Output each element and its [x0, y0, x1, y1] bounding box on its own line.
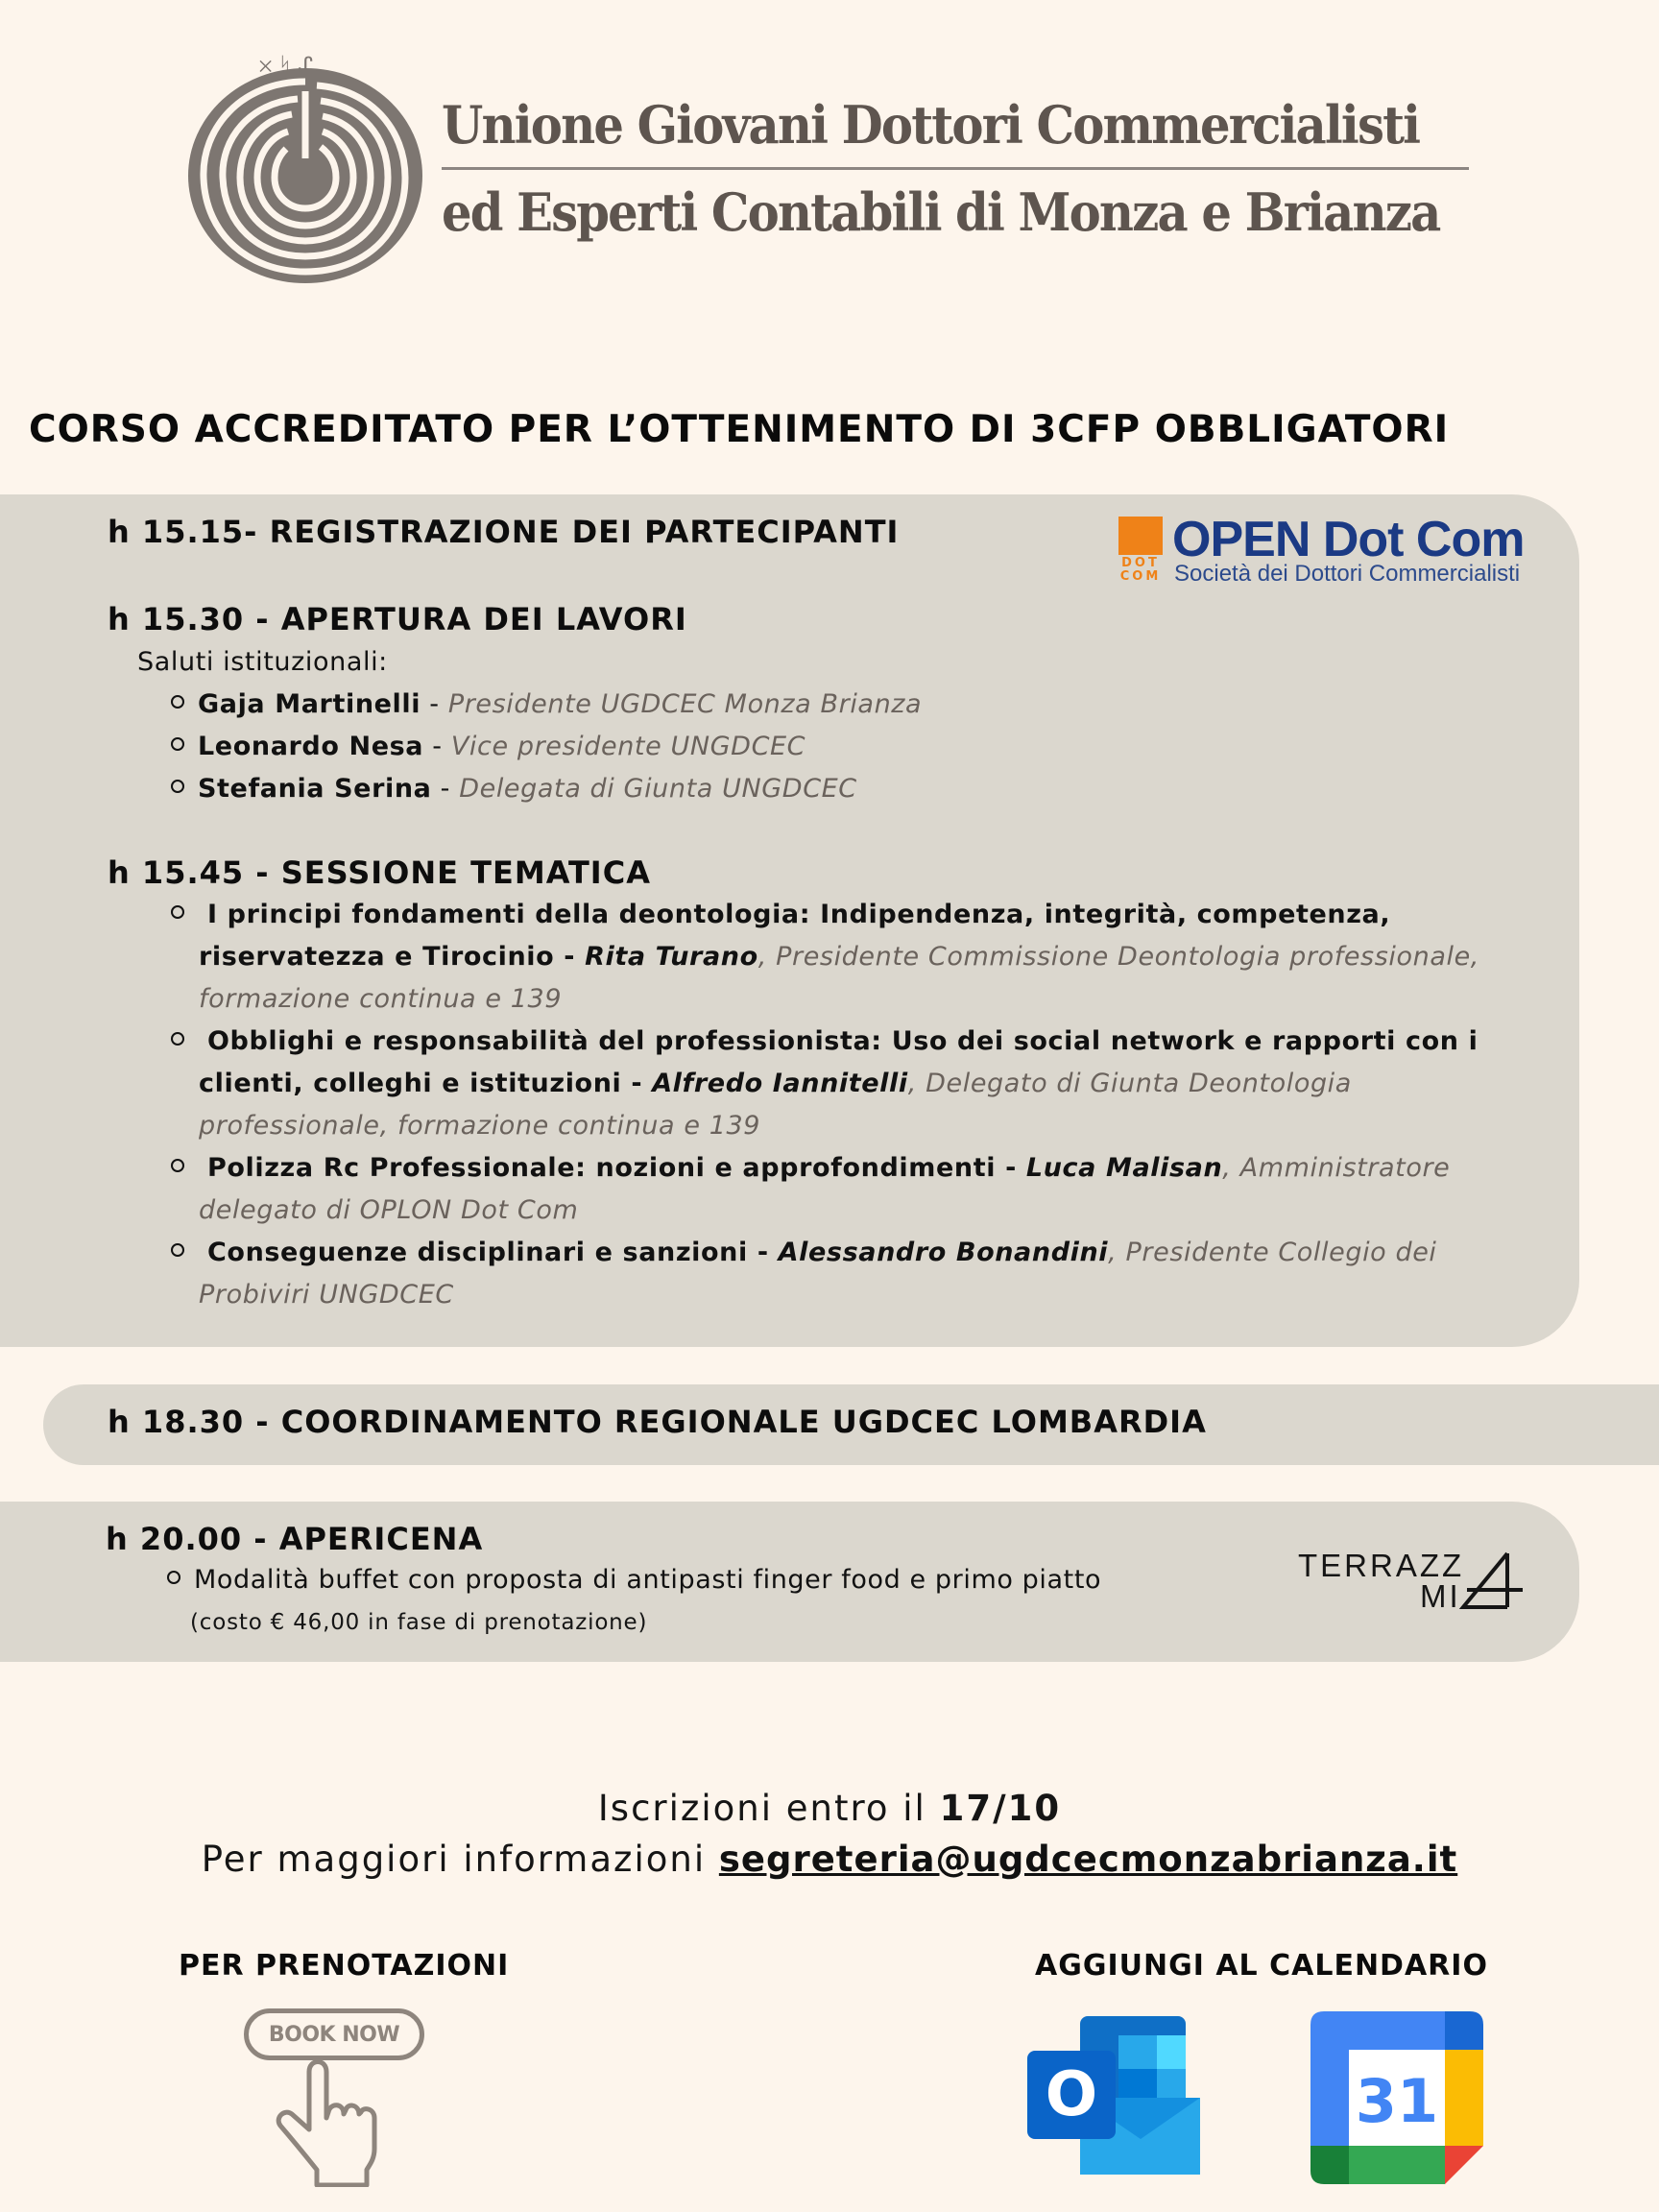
talk-item-line	[199, 1195, 578, 1225]
talk-item	[171, 1153, 1450, 1183]
pointing-hand-icon	[271, 2053, 386, 2187]
apericena-price-note: (costo € 46,00 in fase di prenotazione)	[190, 1610, 648, 1635]
separator: -	[431, 774, 460, 804]
organization-name	[442, 86, 1469, 251]
speaker-item	[171, 732, 805, 761]
speaker-role: Presidente UGDCEC Monza Brianza	[447, 689, 923, 719]
bullet-icon	[171, 695, 184, 709]
info-label: Per maggiori informazioni	[201, 1839, 719, 1880]
book-now-button[interactable]	[242, 2007, 434, 2189]
talk-item	[171, 900, 1390, 929]
calendar-label: AGGIUNGI AL CALENDARIO	[1035, 1949, 1488, 1983]
bullet-icon	[171, 1243, 184, 1257]
talk-role: , Presidente Commissione Deontologia professionale,	[757, 942, 1479, 972]
speaker-name: Stefania Serina	[198, 774, 432, 804]
talk-item-line	[199, 984, 562, 1014]
bullet-icon	[171, 905, 184, 919]
open-dot-com-logo	[1118, 512, 1541, 589]
speaker-name: Gaja Martinelli	[198, 689, 421, 719]
labyrinth-seal-icon	[182, 43, 432, 288]
speaker-role: Vice presidente UNGDCEC	[450, 732, 806, 761]
apericena-item	[167, 1565, 1101, 1595]
talk-item	[171, 1238, 1437, 1267]
slot-opening-title: h 15.30 - APERTURA DEI LAVORI	[108, 601, 687, 637]
talk-topic: riservatezza e Tirocinio -	[199, 942, 586, 972]
speaker-item	[171, 689, 922, 719]
outlook-letter: O	[1045, 2059, 1098, 2130]
talk-role: professionale, formazione continua e 139	[199, 1111, 761, 1141]
email-link[interactable]: segreteria@ugdcecmonzabrianza.it	[718, 1839, 1458, 1880]
apericena-description: Modalità buffet con proposta di antipasti finger food e primo piatto	[194, 1565, 1102, 1595]
terrazza-mia-logo	[1298, 1548, 1538, 1615]
talk-topic: clienti, colleghi e istituzioni -	[199, 1069, 653, 1098]
dot-com-box-top-text: DOT	[1121, 556, 1160, 570]
bullet-icon	[171, 1159, 184, 1172]
talk-item-line	[199, 1280, 454, 1310]
slot-registration: h 15.15- REGISTRAZIONE DEI PARTECIPANTI	[108, 514, 900, 550]
opening-intro: Saluti istituzionali:	[137, 647, 388, 677]
terrazza-a-mark-icon	[1457, 1551, 1525, 1611]
speaker-item	[171, 774, 857, 804]
talk-item	[171, 1026, 1478, 1056]
deadline-label: Iscrizioni entro il	[597, 1788, 940, 1829]
talk-item-line	[199, 1111, 760, 1141]
open-dot-com-name: OPEN Dot Com	[1172, 512, 1525, 567]
bullet-icon	[171, 737, 184, 751]
talk-speaker: Luca Malisan	[1025, 1153, 1223, 1183]
talk-role: , Delegato di Giunta Deontologia	[907, 1069, 1352, 1098]
slot-coordination: h 18.30 - COORDINAMENTO REGIONALE UGDCEC LOMBARDIA	[108, 1404, 1207, 1440]
google-calendar-icon[interactable]	[1310, 2011, 1483, 2184]
talk-topic: Polizza Rc Professionale: nozioni e approfondimenti -	[198, 1153, 1026, 1183]
open-dot-com-tagline: Società dei Dottori Commercialisti	[1174, 561, 1521, 587]
talk-speaker: Alfredo Iannitelli	[652, 1069, 908, 1098]
course-title: CORSO ACCREDITATO PER L’OTTENIMENTO DI 3CFP OBBLIGATORI	[29, 408, 1450, 451]
bullet-icon	[171, 780, 184, 793]
talk-item-line	[199, 942, 1479, 972]
talk-speaker: Rita Turano	[585, 942, 758, 972]
talk-topic: Obblighi e responsabilità del professionista: Uso dei social network e rapporti con i	[198, 1026, 1479, 1056]
talk-topic: I principi fondamenti della deontologia: Indipendenza, integrità, competenza,	[198, 900, 1391, 929]
talk-role: delegato di OPLON Dot Com	[199, 1195, 579, 1225]
org-name-line1: Unione Giovani Dottori Commercialisti	[442, 94, 1420, 156]
slot-apericena-title: h 20.00 - APERICENA	[106, 1521, 484, 1557]
info-line	[0, 1839, 1659, 1880]
org-name-divider	[442, 167, 1469, 170]
talk-topic: Conseguenze disciplinari e sanzioni -	[198, 1238, 779, 1267]
speaker-name: Leonardo Nesa	[198, 732, 424, 761]
separator: -	[423, 732, 451, 761]
talk-speaker: Alessandro Bonandini	[778, 1238, 1109, 1267]
separator: -	[421, 689, 448, 719]
speaker-role: Delegata di Giunta UNGDCEC	[459, 774, 857, 804]
book-now-label: BOOK NOW	[244, 2008, 424, 2060]
dot-com-box-bottom-text: COM	[1119, 569, 1162, 584]
talk-role: , Amministratore	[1222, 1153, 1451, 1183]
outlook-icon[interactable]	[1027, 2016, 1210, 2175]
deadline-date: 17/10	[939, 1788, 1062, 1829]
calendar-day-number: 31	[1355, 2066, 1439, 2136]
bullet-icon	[167, 1571, 180, 1584]
talk-role: formazione continua e 139	[199, 984, 563, 1014]
svg-text:✕ ᛋ ᔑ: ✕ ᛋ ᔑ	[259, 54, 314, 78]
terrazza-logo-line2: MI	[1420, 1578, 1461, 1614]
slot-session-title: h 15.45 - SESSIONE TEMATICA	[108, 854, 651, 891]
talk-role: , Presidente Collegio dei	[1108, 1238, 1437, 1267]
talk-role: Probiviri UNGDCEC	[199, 1280, 454, 1310]
dot-com-box-icon	[1118, 517, 1163, 584]
talk-item-line	[199, 1069, 1352, 1098]
org-name-line2: ed Esperti Contabili di Monza e Brianza	[442, 181, 1440, 243]
terrazza-logo-line1: TERRAZZ	[1298, 1548, 1465, 1583]
booking-label: PER PRENOTAZIONI	[179, 1949, 510, 1983]
registration-deadline	[0, 1788, 1659, 1829]
bullet-icon	[171, 1032, 184, 1046]
